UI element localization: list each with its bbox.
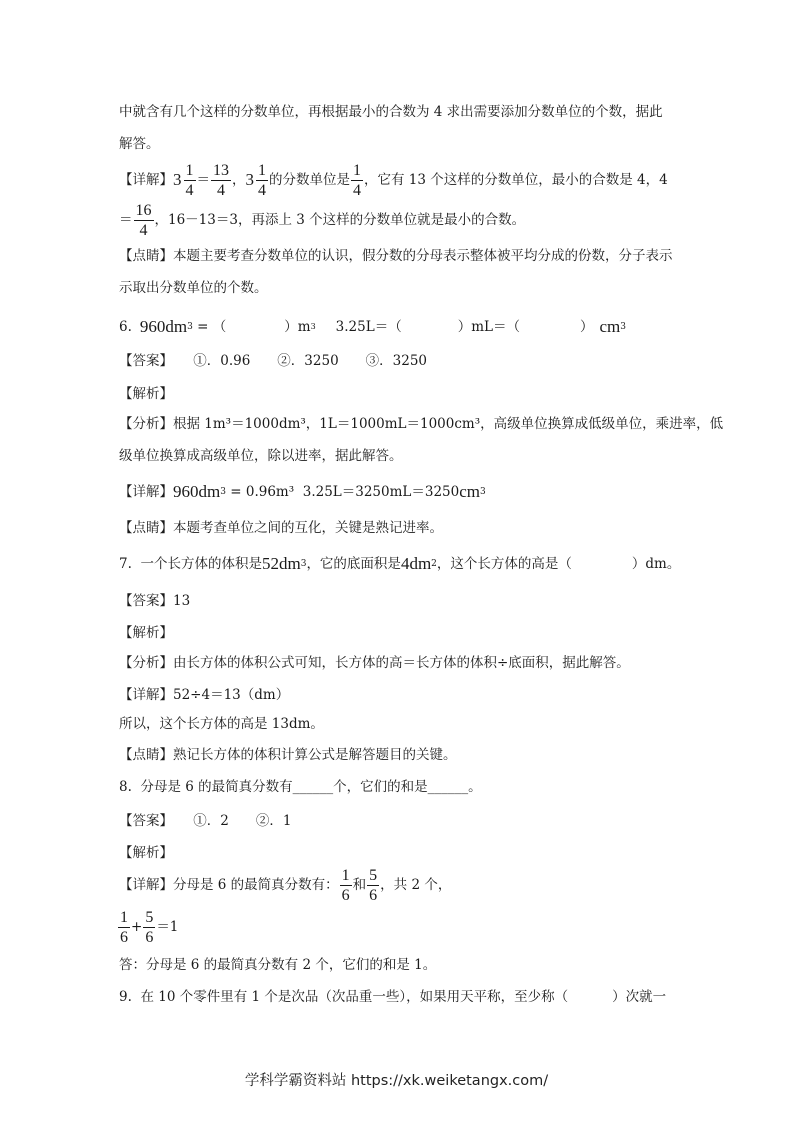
mixed-fraction: 3 $\frac{1}{4}$: [245, 161, 266, 199]
section-heading: 【解析】: [119, 845, 173, 861]
detail-line: 【详解】 3 $\frac{1}{4}$ ＝ $\frac{13}{4}$ ， 3 $\frac{1}{4}$ 的分数单位是 $\frac{1}{4}$ ，它有 13 个这样的分数单位，最小的合数是 4，4: [119, 161, 668, 199]
detail-text: 【详解】52÷4＝13（dm）: [119, 687, 290, 703]
mixed-fraction: 3 $\frac{1}{4}$: [173, 161, 194, 199]
fraction: $\frac{13}{4}$: [213, 161, 229, 199]
answer-text: 【答案】 ①．2 ②．1: [119, 813, 292, 829]
fraction: $\frac{1}{6}$: [341, 866, 350, 904]
paragraph-text: 中就含有几个这样的分数单位，再根据最小的合数为 4 求出需要添加分数单位的个数，据此: [119, 104, 663, 120]
analysis-text: 【分析】由长方体的体积公式可知，长方体的高＝长方体的体积÷底面积，据此解答。: [119, 655, 630, 671]
answer-text: 【答案】 ①．0.96 ②．3250 ③．3250: [119, 353, 428, 369]
analysis-text: 【分析】根据 1m³＝1000dm³，1L＝1000mL＝1000cm³，高级单位换算成低级单位，乘进率，低: [119, 416, 724, 432]
point-text: 示取出分数单位的个数。: [119, 280, 268, 296]
fraction: $\frac{16}{4}$: [135, 201, 152, 239]
question-7: 7. 一个长方体的体积是 52dm 3 ，它的底面积是 4dm 2 ，这个长方体的高是（ ）dm。: [119, 554, 681, 573]
detail-line: ＝ $\frac{16}{4}$ ，16－13＝3，再添上 3 个这样的分数单位就是最小的合数。: [119, 201, 526, 239]
analysis-text: 级单位换算成高级单位，除以进率，据此解答。: [119, 448, 403, 464]
sum-line: $\frac{1}{6}$ + $\frac{5}{6}$ ＝1: [120, 908, 179, 946]
detail-line: 【详解】 960dm 3 = 0.96m³ 3.25L＝3250mL＝3250 cm 3: [119, 482, 486, 501]
fraction: $\frac{1}{4}$: [353, 161, 361, 199]
section-heading: 【解析】: [119, 386, 173, 402]
question-8: 8. 分母是 6 的最简真分数有______个，它们的和是______。: [119, 779, 482, 795]
conclusion-text: 所以，这个长方体的高是 13dm。: [119, 716, 324, 732]
point-text: 【点睛】本题主要考查分数单位的认识，假分数的分母表示整体被平均分成的份数，分子表示: [119, 248, 673, 264]
fraction: $\frac{1}{6}$: [120, 908, 128, 946]
point-text: 【点睛】熟记长方体的体积计算公式是解答题目的关键。: [119, 747, 457, 763]
paragraph-text: 解答。: [119, 136, 160, 152]
fraction: $\frac{5}{6}$: [369, 866, 378, 904]
question-9: 9. 在 10 个零件里有 1 个是次品（次品重一些），如果用天平称，至少称（ ）次就一: [119, 989, 667, 1005]
fraction: $\frac{5}{6}$: [145, 908, 154, 946]
detail-line: 【详解】分母是 6 的最简真分数有： $\frac{1}{6}$ 和 $\frac{5}{6}$ ，共 2 个，: [119, 866, 452, 904]
answer-text: 【答案】13: [119, 593, 191, 609]
conclusion-text: 答：分母是 6 的最简真分数有 2 个，它们的和是 1。: [119, 957, 437, 973]
footer-watermark: 学科学霸资料站 https://xk.weiketangx.com/: [244, 1073, 549, 1089]
section-heading: 【解析】: [119, 625, 173, 641]
point-text: 【点睛】本题考查单位之间的互化，关键是熟记进率。: [119, 520, 443, 536]
question-6: 6. 960dm 3 = （ ）m 3 3.25L＝（ ）mL＝（ ） cm 3: [119, 317, 626, 336]
